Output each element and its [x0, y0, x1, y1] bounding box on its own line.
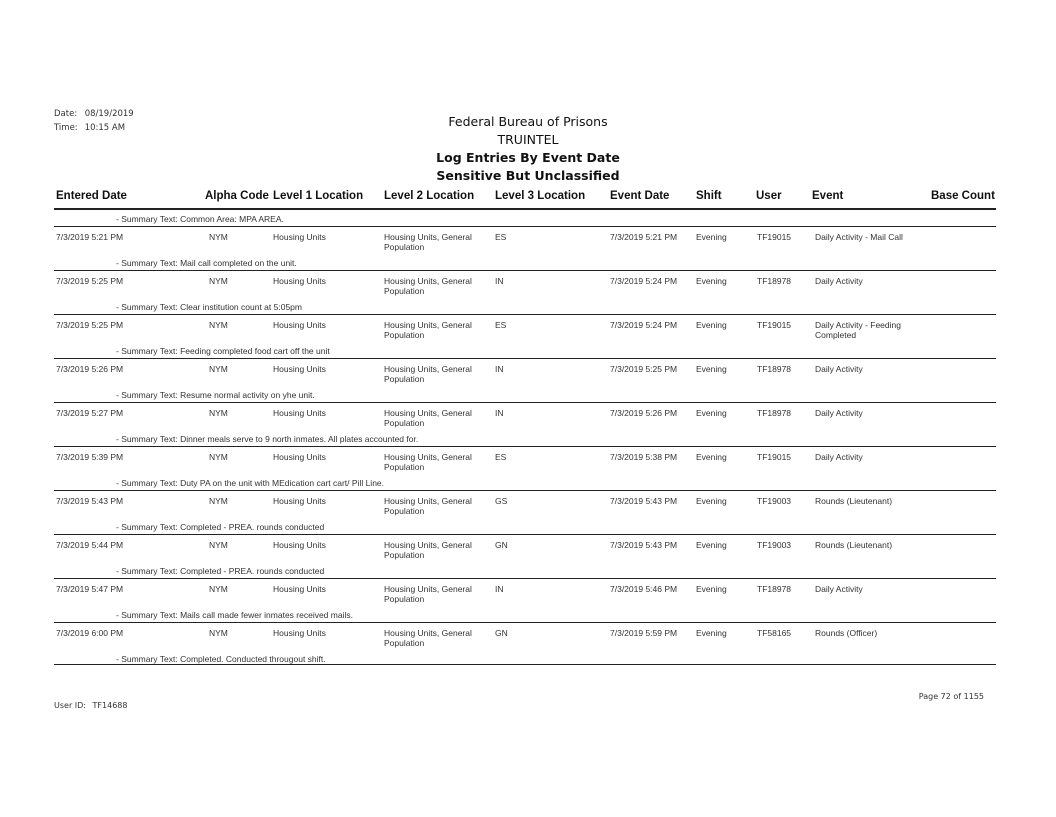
cell-user: TF19015 — [757, 452, 792, 462]
cell-alpha-code: NYM — [209, 320, 228, 330]
cell-level1: Housing Units — [273, 276, 326, 286]
cell-entered-date: 7/3/2019 5:21 PM — [56, 232, 124, 242]
col-base-count: Base Count — [931, 190, 995, 202]
cell-entered-date: 7/3/2019 6:00 PM — [56, 628, 124, 638]
title-line-3: Log Entries By Event Date — [436, 150, 620, 165]
cell-event-date: 7/3/2019 5:59 PM — [610, 628, 678, 638]
cell-level3: ES — [495, 232, 507, 242]
cell-level2: Housing Units, General Population — [384, 540, 472, 560]
col-level3: Level 3 Location — [495, 190, 586, 202]
summary-text: - Summary Text: Completed - PREA. rounds conducted — [116, 566, 325, 576]
cell-alpha-code: NYM — [209, 628, 228, 638]
footer-user — [54, 701, 127, 710]
col-event-date: Event Date — [610, 190, 670, 202]
report-title — [0, 113, 1056, 185]
cell-level2: Housing Units, General Population — [384, 232, 472, 252]
cell-level3: IN — [495, 408, 504, 418]
summary-text: - Summary Text: Clear institution count at 5:05pm — [116, 302, 302, 312]
cell-event: Daily Activity — [815, 408, 863, 418]
date-label: Date: — [54, 109, 78, 119]
cell-event-date: 7/3/2019 5:24 PM — [610, 320, 678, 330]
title-line-2: TRUINTEL — [497, 132, 559, 147]
cell-user: TF19015 — [757, 232, 792, 242]
row-rule — [54, 358, 996, 359]
col-alpha-code: Alpha Code — [205, 190, 269, 202]
cell-user: TF58165 — [757, 628, 792, 638]
cell-entered-date: 7/3/2019 5:44 PM — [56, 540, 124, 550]
cell-shift: Evening — [696, 584, 727, 594]
cell-event: Daily Activity — [815, 364, 863, 374]
cell-shift: Evening — [696, 628, 727, 638]
col-level2: Level 2 Location — [384, 190, 475, 202]
summary-text: - Summary Text: Resume normal activity on yhe unit. — [116, 390, 315, 400]
cell-shift: Evening — [696, 364, 727, 374]
cell-alpha-code: NYM — [209, 408, 228, 418]
date-value: 08/19/2019 — [84, 109, 134, 119]
summary-text: - Summary Text: Completed - PREA. rounds conducted — [116, 522, 325, 532]
cell-level1: Housing Units — [273, 320, 326, 330]
cell-user: TF18978 — [757, 364, 792, 374]
cell-event: Daily Activity — [815, 452, 863, 462]
cell-event: Rounds (Lieutenant) — [815, 496, 893, 506]
cell-level1: Housing Units — [273, 628, 326, 638]
row-rule — [54, 402, 996, 403]
cell-shift: Evening — [696, 408, 727, 418]
cell-level2: Housing Units, General Population — [384, 276, 472, 296]
cell-alpha-code: NYM — [209, 364, 228, 374]
cell-level3: IN — [495, 584, 504, 594]
cell-level1: Housing Units — [273, 496, 326, 506]
summary-text: - Summary Text: Mails call made fewer inmates received mails. — [116, 610, 353, 620]
cell-shift: Evening — [696, 540, 727, 550]
cell-event: Rounds (Lieutenant) — [815, 540, 893, 550]
summary-text: - Summary Text: Feeding completed food cart off the unit — [116, 346, 330, 356]
cell-level3: ES — [495, 320, 507, 330]
title-line-4: Sensitive But Unclassified — [436, 168, 620, 183]
cell-level1: Housing Units — [273, 540, 326, 550]
cell-alpha-code: NYM — [209, 584, 228, 594]
cell-event: Daily Activity — [815, 584, 863, 594]
cell-level1: Housing Units — [273, 452, 326, 462]
cell-entered-date: 7/3/2019 5:39 PM — [56, 452, 124, 462]
page-number: Page 72 of 1155 — [918, 692, 984, 701]
cell-shift: Evening — [696, 320, 727, 330]
col-level1: Level 1 Location — [273, 190, 364, 202]
cell-event-date: 7/3/2019 5:26 PM — [610, 408, 678, 418]
cell-level2: Housing Units, General Population — [384, 584, 472, 604]
cell-event-date: 7/3/2019 5:43 PM — [610, 496, 678, 506]
cell-event: Daily Activity - Mail Call — [815, 232, 903, 242]
cell-level1: Housing Units — [273, 364, 326, 374]
cell-shift: Evening — [696, 452, 727, 462]
col-event: Event — [812, 190, 844, 202]
cell-level3: GS — [495, 496, 508, 506]
row-rule — [54, 490, 996, 491]
cell-alpha-code: NYM — [209, 276, 228, 286]
time-label: Time: — [54, 123, 78, 133]
cell-level2: Housing Units, General Population — [384, 364, 472, 384]
cell-level3: GN — [495, 628, 508, 638]
cell-user: TF19015 — [757, 320, 792, 330]
cell-user: TF18978 — [757, 276, 792, 286]
cell-entered-date: 7/3/2019 5:25 PM — [56, 276, 124, 286]
title-line-1: Federal Bureau of Prisons — [448, 114, 608, 129]
cell-alpha-code: NYM — [209, 232, 228, 242]
cell-shift: Evening — [696, 276, 727, 286]
col-shift: Shift — [696, 190, 722, 202]
cell-entered-date: 7/3/2019 5:25 PM — [56, 320, 124, 330]
cell-entered-date: 7/3/2019 5:47 PM — [56, 584, 124, 594]
cell-user: TF19003 — [757, 540, 792, 550]
summary-text: - Summary Text: Completed. Conducted througout shift. — [116, 654, 326, 664]
cell-shift: Evening — [696, 232, 727, 242]
summary-text: - Summary Text: Duty PA on the unit with MEdication cart cart/ Pill Line. — [116, 478, 385, 488]
cell-level2: Housing Units, General Population — [384, 320, 472, 340]
cell-shift: Evening — [696, 496, 727, 506]
cell-level2: Housing Units, General Population — [384, 496, 472, 516]
cell-entered-date: 7/3/2019 5:27 PM — [56, 408, 124, 418]
cell-level3: ES — [495, 452, 507, 462]
row-rule — [54, 578, 996, 579]
cell-level3: IN — [495, 364, 504, 374]
cell-event-date: 7/3/2019 5:21 PM — [610, 232, 678, 242]
cell-event-date: 7/3/2019 5:38 PM — [610, 452, 678, 462]
cell-entered-date: 7/3/2019 5:26 PM — [56, 364, 124, 374]
col-user: User — [756, 190, 782, 202]
cell-event: Rounds (Officer) — [815, 628, 878, 638]
cell-level2: Housing Units, General Population — [384, 628, 472, 648]
row-rule — [54, 534, 996, 535]
row-rule — [54, 314, 996, 315]
row-rule — [54, 270, 996, 271]
row-rule — [54, 446, 996, 447]
user-id-value: TF14688 — [92, 701, 128, 710]
cell-alpha-code: NYM — [209, 540, 228, 550]
cell-event-date: 7/3/2019 5:25 PM — [610, 364, 678, 374]
summary-text: - Summary Text: Mail call completed on the unit. — [116, 258, 297, 268]
cell-user: TF18978 — [757, 584, 792, 594]
bottom-rule — [54, 664, 996, 665]
user-id-label: User ID: — [54, 701, 86, 710]
column-header-row — [54, 186, 996, 208]
cell-level1: Housing Units — [273, 584, 326, 594]
cell-level1: Housing Units — [273, 232, 326, 242]
row-rule — [54, 226, 996, 227]
cell-level2: Housing Units, General Population — [384, 408, 472, 428]
cell-event-date: 7/3/2019 5:43 PM — [610, 540, 678, 550]
summary-text: - Summary Text: Dinner meals serve to 9 north inmates. All plates accounted for. — [116, 434, 419, 444]
cell-level2: Housing Units, General Population — [384, 452, 472, 472]
header-rule — [54, 208, 996, 210]
cell-event: Daily Activity - Feeding Completed — [815, 320, 901, 340]
cell-level3: IN — [495, 276, 504, 286]
cell-event-date: 7/3/2019 5:46 PM — [610, 584, 678, 594]
cell-alpha-code: NYM — [209, 452, 228, 462]
col-entered-date: Entered Date — [56, 190, 127, 202]
cell-user: TF19003 — [757, 496, 792, 506]
cell-alpha-code: NYM — [209, 496, 228, 506]
cell-user: TF18978 — [757, 408, 792, 418]
time-value: 10:15 AM — [84, 123, 126, 133]
cell-event-date: 7/3/2019 5:24 PM — [610, 276, 678, 286]
row-rule — [54, 622, 996, 623]
top-summary: - Summary Text: Common Area: MPA AREA. — [116, 214, 284, 224]
cell-level3: GN — [495, 540, 508, 550]
cell-entered-date: 7/3/2019 5:43 PM — [56, 496, 124, 506]
cell-level1: Housing Units — [273, 408, 326, 418]
cell-event: Daily Activity — [815, 276, 863, 286]
